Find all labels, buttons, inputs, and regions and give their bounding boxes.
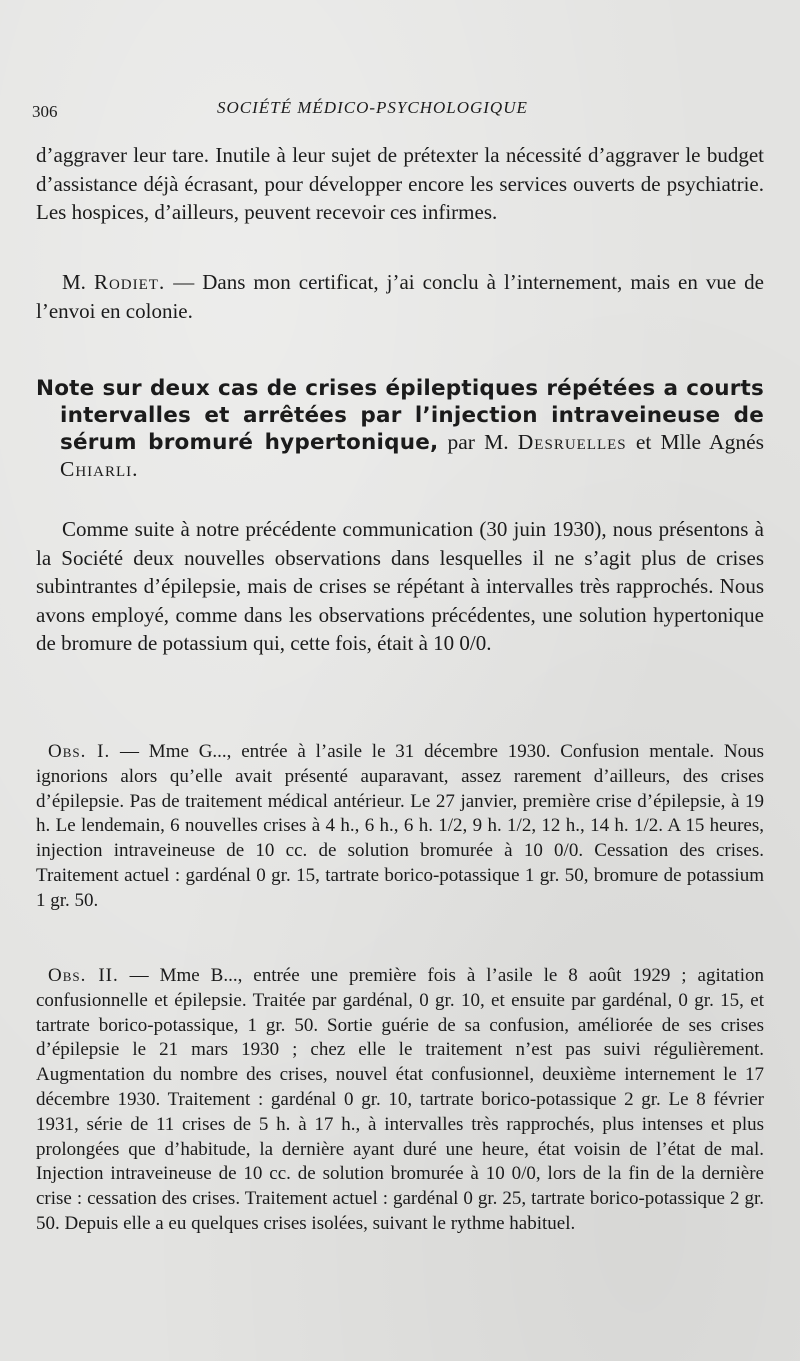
note-title-by: par M.	[438, 430, 518, 454]
rodiet-remark	[36, 268, 764, 325]
note-title-and: et Mlle Agnés	[626, 430, 764, 454]
author-desruelles: Desruelles	[517, 430, 627, 454]
page-number: 306	[32, 102, 58, 121]
obs1-paragraph	[36, 740, 764, 914]
running-head: SOCIÉTÉ MÉDICO-PSYCHOLOGIQUE	[217, 98, 528, 117]
obs2-paragraph	[36, 964, 764, 1237]
obs2-text: — Mme B..., entrée une première fois à l’asile le 8 août 1929 ; agitation confusionnelle et épilepsie. Traitée par gardénal, 0 gr. 10, et ensuite par gardénal, 0 gr. 15, et tartrate borico-potassique, 1 gr. 50. Sortie guérie de sa confusion, améliorée de ses crises d’épilepsie le 21 mars 1930 ; chez elle le traitement n’est pas suivi régulièrement. Augmentation du nombre des crises, nouvel état confusionnel, deuxième internement le 17 décembre 1930. Traitement : gardénal 0 gr. 10, tartrate borico-potassique 2 gr. Le 8 février 1931, série de 11 crises de 5 h. à 17 h., à intervalles très rapprochés, plus intenses et plus prolongées que d’habitude, la dernière ayant duré une heure, état voisin de l’état de mal. Injection intraveineuse de 10 cc. de solution bromurée à 10 0/0, lors de la fin de la dernière crise : cessation des crises. Traitement actuel : gardénal 0 gr. 25, tartrate borico-potassique 2 gr. 50. Depuis elle a eu quelques crises isolées, suivant le rythme habituel.	[36, 965, 764, 1234]
author-chiarli: Chiarli.	[60, 457, 139, 481]
intro-section	[36, 515, 764, 658]
obs1-label: Obs. I.	[48, 741, 111, 762]
intro-paragraph: Comme suite à notre précédente communication (30 juin 1930), nous présentons à la Société deux nouvelles observations dans lesquelles il ne s’agit plus de crises subintrantes d’épilepsie, mais de crises se répétant à intervalles très rapprochés. Nous avons employé, comme dans les observations précédentes, une solution hypertonique de bromure de potassium qui, cette fois, était à 10 0/0.	[36, 517, 764, 656]
obs1-text: — Mme G..., entrée à l’asile le 31 décembre 1930. Confusion mentale. Nous ignorions alors qu’elle avait présenté auparavant, assez rarement d’ailleurs, des crises d’épilepsie. Pas de traitement médical antérieur. Le 27 janvier, première crise d’épilepsie, à 19 h. Le lendemain, 6 nouvelles crises à 4 h., 6 h., 6 h. 1/2, 9 h. 1/2, 12 h., 14 h. 1/2. A 15 heures, injection intraveineuse de 10 cc. de solution bromurée à 10 0/0. Cessation des crises. Traitement actuel : gardénal 0 gr. 15, tartrate borico-potassique 1 gr. 50, bromure de potassium 1 gr. 50.	[36, 741, 764, 911]
observation-2	[36, 964, 764, 1237]
note-title-block	[36, 375, 764, 483]
speaker-prefix: M.	[62, 270, 86, 294]
rodiet-text: — Dans mon certificat, j’ai conclu à l’internement, mais en vue de l’envoi en colonie.	[36, 270, 764, 323]
observation-1	[36, 740, 764, 914]
continuation-section	[36, 141, 764, 227]
continuation-paragraph: d’aggraver leur tare. Inutile à leur sujet de prétexter la nécessité d’aggraver le budget d’assistance déjà écrasant, pour développer encore les services ouverts de psychiatrie. Les hospices, d’ailleurs, peuvent recevoir ces infirmes.	[36, 143, 764, 225]
note-title	[36, 375, 764, 483]
speaker-name: Rodiet.	[93, 270, 166, 294]
page-header	[32, 98, 772, 124]
note-title-bold: Note sur deux cas de crises épileptiques répétées a courts intervalles et arrêtées par l’injection intraveineuse de sérum bromuré hypertonique,	[36, 376, 764, 455]
rodiet-paragraph	[36, 268, 764, 325]
obs2-label: Obs. II.	[48, 965, 119, 986]
